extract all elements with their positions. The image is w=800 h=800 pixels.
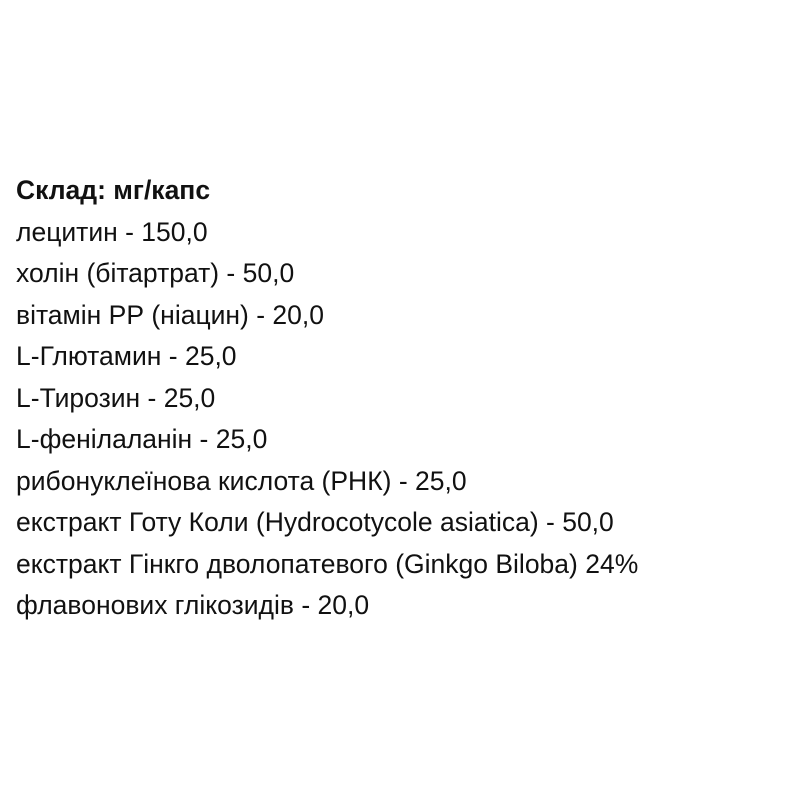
ingredient-line: L-фенілаланін - 25,0 bbox=[16, 424, 268, 454]
ingredient-line: холін (бітартрат) - 50,0 bbox=[16, 258, 295, 288]
ingredient-line: вітамін РР (ніацин) - 20,0 bbox=[16, 299, 325, 330]
composition-heading: Склад: мг/капс bbox=[16, 175, 211, 205]
ingredient-line: лецитин - 150,0 bbox=[16, 216, 208, 247]
ingredient-line: рибонуклеїнова кислота (РНК) - 25,0 bbox=[16, 465, 467, 496]
composition-block bbox=[16, 170, 638, 627]
ingredient-line: екстракт Гінкго дволопатевого (Ginkgo Biloba) 24% bbox=[16, 548, 639, 579]
ingredient-line: екстракт Готу Коли (Hydrocotycole asiatica) - 50,0 bbox=[16, 507, 614, 537]
ingredient-line: L-Глютамин - 25,0 bbox=[16, 341, 237, 371]
ingredient-line: флавонових глікозидів - 20,0 bbox=[16, 590, 370, 620]
ingredient-line: L-Тирозин - 25,0 bbox=[16, 382, 216, 413]
